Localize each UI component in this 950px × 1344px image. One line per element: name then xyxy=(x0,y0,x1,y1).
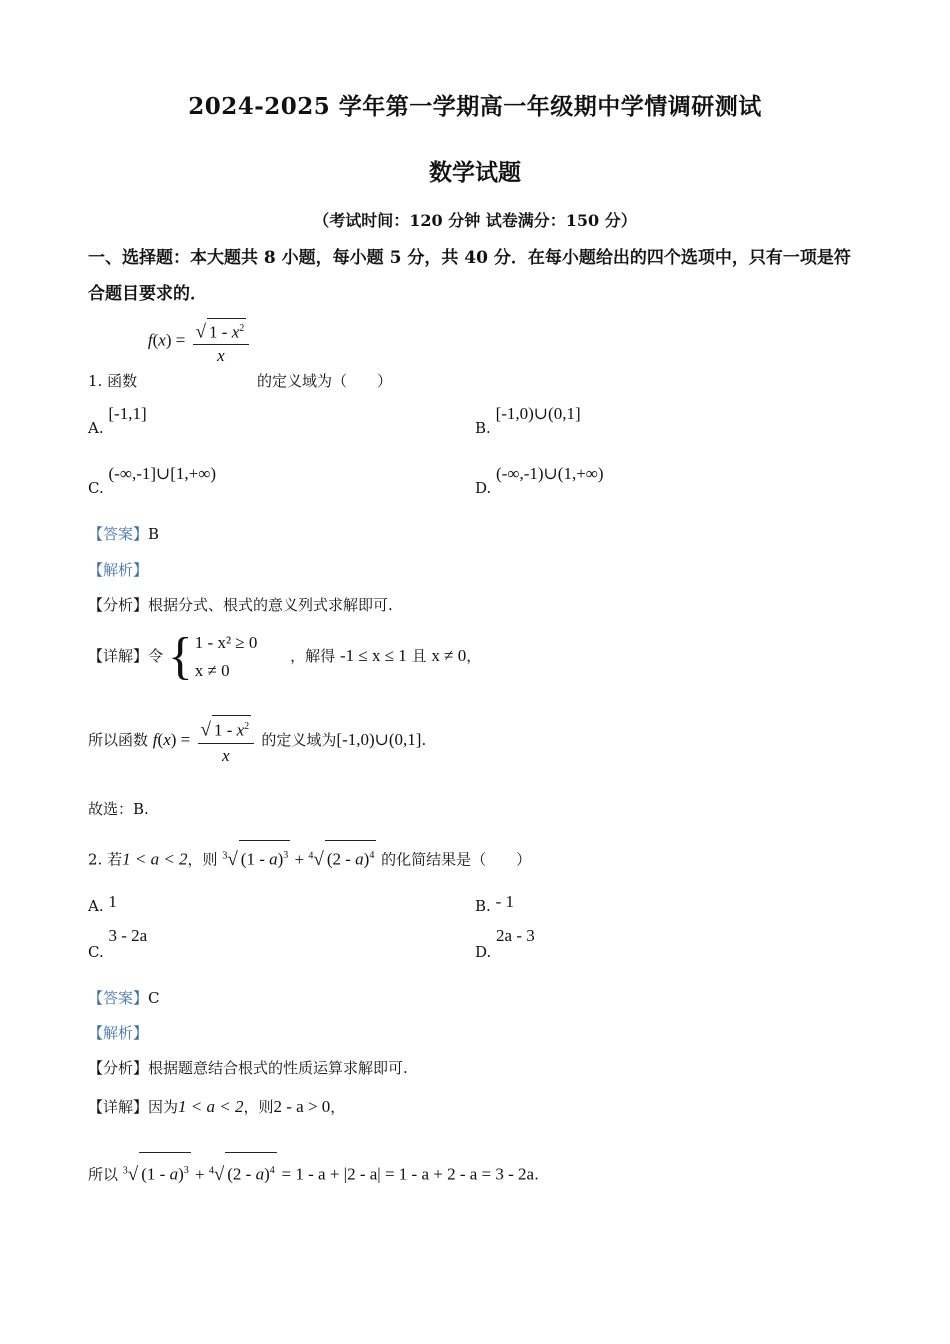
detail-tag: 【详解】 xyxy=(88,647,149,665)
condition: 1 < a < 2 xyxy=(178,1097,244,1116)
q1-stem xyxy=(88,320,393,390)
inequality: x ≠ 0 xyxy=(431,646,467,665)
q2-stem xyxy=(88,840,531,875)
q2-suffix: 的化简结果是（ ） xyxy=(381,850,532,869)
option-value: 2a - 3 xyxy=(496,926,535,945)
fenxi-tag: 【分析】 xyxy=(88,1059,149,1077)
detail-text: ，解得 xyxy=(290,647,336,665)
section-heading: 一、选择题：本大题共 8 小题，每小题 5 分，共 40 分．在每小题给出的四个选项中，只有一项是符合题目要求的． xyxy=(88,248,851,304)
option-label: A. xyxy=(88,419,104,437)
q2-option-c xyxy=(88,926,148,961)
system-row: x ≠ 0 xyxy=(194,661,230,680)
subject-title: 数学试题 xyxy=(429,159,521,186)
q2-expression: $^3$√ (1 - a)$^3$ + $^4$√ (2 - a)$^4$ xyxy=(222,850,376,869)
q2-mid: ，则 xyxy=(187,850,218,869)
fenxi-text: 根据分式、根式的意义列式求解即可. xyxy=(148,596,393,614)
detail-text: 且 xyxy=(411,647,427,665)
answer-tag: 【答案】 xyxy=(88,989,149,1007)
q1-analysis-tag: 【解析】 xyxy=(88,561,149,579)
detail-text: 令 xyxy=(148,647,164,665)
exam-info: （考试时间：120 分钟 试卷满分：150 分） xyxy=(313,211,637,230)
q2-analysis-tag: 【解析】 xyxy=(88,1024,149,1042)
option-label: C. xyxy=(88,943,104,961)
q2-fenxi xyxy=(88,1058,408,1078)
condition: 2 - a > 0 xyxy=(273,1097,331,1116)
q2-conclusion xyxy=(88,1152,539,1193)
option-value: - 1 xyxy=(495,892,514,911)
q1-conclusion xyxy=(88,712,426,768)
inequality-system xyxy=(168,629,258,685)
q1-option-c xyxy=(88,464,217,497)
conclusion-text: . xyxy=(421,731,427,749)
detail-text: 因为 xyxy=(148,1098,179,1116)
answer-value: B xyxy=(148,525,160,543)
option-label: C. xyxy=(88,479,104,497)
option-value: (-∞,-1]∪[1,+∞) xyxy=(108,464,217,483)
q2-condition: 1 < a < 2 xyxy=(122,849,188,869)
q1-option-a xyxy=(88,404,147,437)
q1-suffix: 的定义域为（ ） xyxy=(257,371,393,390)
detail-text: ，则 xyxy=(243,1098,274,1116)
q2-option-d xyxy=(475,926,535,961)
q1-detail xyxy=(88,628,481,685)
option-value: 3 - 2a xyxy=(108,926,148,945)
detail-text: ， xyxy=(330,1098,346,1116)
detail-tag: 【详解】 xyxy=(88,1098,149,1116)
q1-option-d xyxy=(475,464,604,497)
option-label: B. xyxy=(475,419,491,437)
q2-detail xyxy=(88,1092,345,1122)
system-row: 1 - x² ≥ 0 xyxy=(194,633,258,652)
domain-value: [-1,0)∪(0,1] xyxy=(336,730,422,749)
q1-function-repeat: f(x) = $\frac{√ 1 - x^2}{x}$ xyxy=(153,730,262,749)
option-value: [-1,0)∪(0,1] xyxy=(495,404,581,423)
q2-option-b xyxy=(475,892,514,915)
q2-option-a xyxy=(88,892,117,915)
fenxi-tag: 【分析】 xyxy=(88,596,149,614)
exam-title: 2024-2025 学年第一学期高一年级期中学情调研测试 xyxy=(188,93,762,120)
q1-option-b xyxy=(475,404,581,437)
conclusion-text: 所以 xyxy=(88,1165,119,1184)
conclusion-text: . xyxy=(534,1165,539,1184)
answer-tag: 【答案】 xyxy=(88,525,149,543)
option-value: (-∞,-1)∪(1,+∞) xyxy=(496,464,604,483)
answer-value: C xyxy=(148,989,160,1007)
q1-prefix: 1. 函数 xyxy=(88,371,138,390)
option-label: A. xyxy=(88,897,104,915)
q2-expression-repeat: $^3$√ (1 - a)$^3$ + $^4$√ (2 - a)$^4$ xyxy=(123,1165,277,1184)
q2-prefix: 2. 若 xyxy=(88,850,123,869)
option-label: D. xyxy=(475,479,492,497)
q1-function: f(x) = $\frac{√ 1 - x^2}{x}$ xyxy=(148,318,252,366)
option-label: B. xyxy=(475,897,491,915)
fenxi-text: 根据题意结合根式的性质运算求解即可. xyxy=(148,1059,408,1077)
simplification-result: = 1 - a + |2 - a| = 1 - a + 2 - a = 3 - 2a xyxy=(281,1164,535,1184)
detail-text: ， xyxy=(466,647,482,665)
q2-answer xyxy=(88,988,160,1008)
q1-fenxi xyxy=(88,595,393,615)
q1-choice: 故选：B. xyxy=(88,800,149,818)
inequality: -1 ≤ x ≤ 1 xyxy=(339,646,407,665)
option-value: 1 xyxy=(108,892,117,911)
option-label: D. xyxy=(475,943,492,961)
conclusion-text: 所以函数 xyxy=(88,731,149,749)
option-value: [-1,1] xyxy=(108,404,147,423)
brace: { xyxy=(167,628,193,685)
conclusion-text: 的定义域为 xyxy=(261,731,337,749)
q1-answer xyxy=(88,524,159,544)
